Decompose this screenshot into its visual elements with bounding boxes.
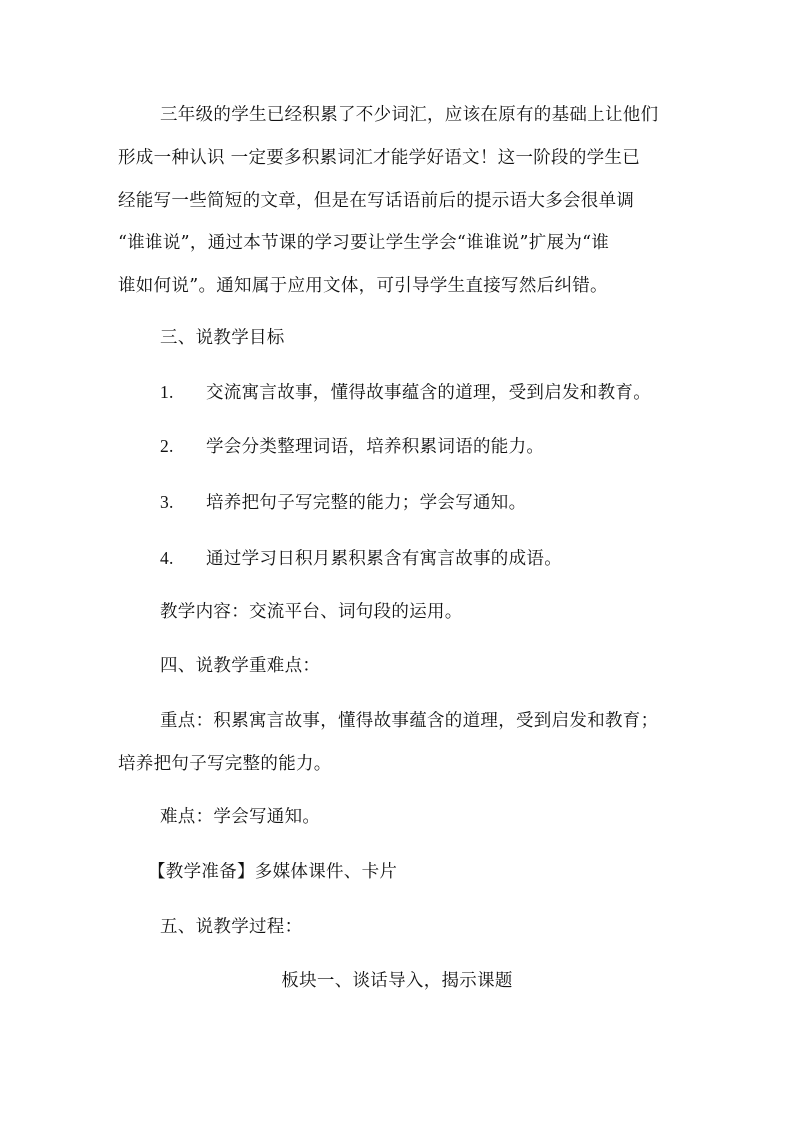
objective-text: 培养把句子写完整的能力；学会写通知。: [206, 493, 527, 513]
objective-number: 2.: [160, 436, 174, 456]
objective-item: [160, 384, 651, 403]
objective-number: 4.: [160, 548, 174, 568]
objective-item: [160, 438, 544, 457]
objective-text: 交流寓言故事，懂得故事蕴含的道理，受到启发和教育。: [206, 383, 651, 403]
teaching-content: 教学内容：交流平台、词句段的运用。: [160, 602, 463, 622]
section-heading: 五、说教学过程：: [160, 917, 303, 937]
difficulty-point: 难点：学会写通知。: [160, 807, 321, 827]
section-heading: 四、说教学重难点：: [160, 656, 321, 676]
objective-item: [160, 494, 526, 513]
paragraph-line: 形成一种认识 一定要多积累词汇才能学好语文！这一阶段的学生已: [118, 148, 641, 168]
block-title: 板块一、谈话导入，揭示课题: [281, 971, 513, 991]
objective-number: 1.: [160, 382, 174, 402]
objective-item: [160, 550, 562, 569]
paragraph-line: 三年级的学生已经积累了不少词汇，应该在原有的基础上让他们: [160, 105, 659, 125]
key-point-line: 重点：积累寓言故事，懂得故事蕴含的道理，受到启发和教育；: [160, 711, 659, 731]
paragraph-line: 谁如何说”。通知属于应用文体，可引导学生直接写然后纠错。: [118, 276, 608, 296]
objective-text: 学会分类整理词语，培养积累词语的能力。: [206, 437, 545, 457]
paragraph-line: 经能写一些简短的文章，但是在写话语前后的提示语大多会很单调: [118, 191, 635, 211]
section-heading: 三、说教学目标: [160, 328, 285, 348]
teaching-preparation: 【教学准备】多媒体课件、卡片: [148, 862, 398, 882]
key-point-line: 培养把句子写完整的能力。: [118, 754, 332, 774]
paragraph-line: “谁谁说”，通过本节课的学习要让学生学会“谁谁说”扩展为“谁: [118, 233, 610, 253]
objective-text: 通过学习日积月累积累含有寓言故事的成语。: [206, 549, 562, 569]
objective-number: 3.: [160, 492, 174, 512]
